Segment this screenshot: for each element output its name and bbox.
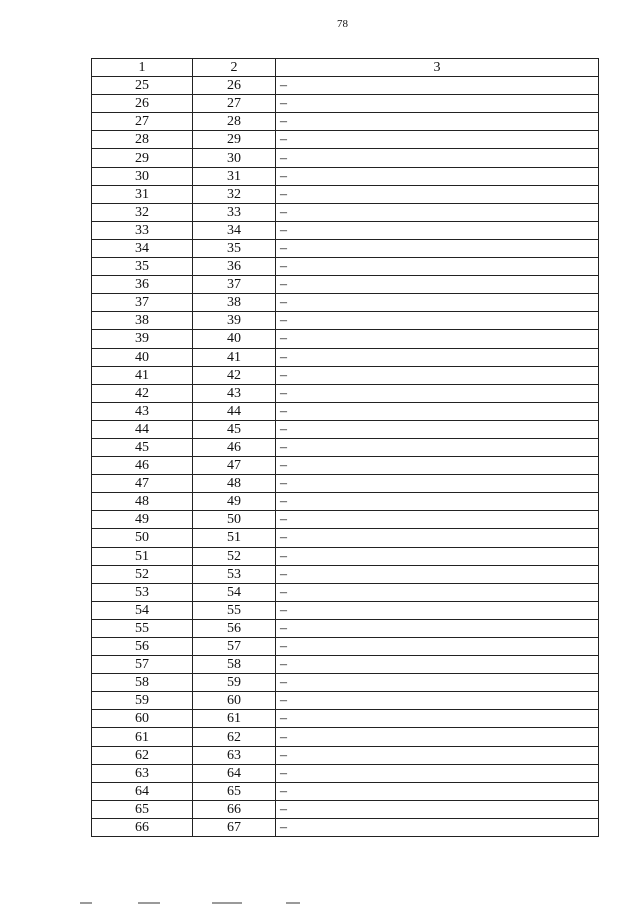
table-cell-col-1: 35 <box>92 258 193 276</box>
table-row <box>92 384 599 402</box>
table-cell-col-1: 66 <box>92 818 193 836</box>
table-cell-col-1: 29 <box>92 149 193 167</box>
table-cell-col-1: 63 <box>92 764 193 782</box>
table-cell-col-3: – <box>276 782 599 800</box>
table-cell-col-1: 49 <box>92 511 193 529</box>
table-row <box>92 728 599 746</box>
table-cell-col-3: – <box>276 457 599 475</box>
table-cell-col-3: – <box>276 185 599 203</box>
table-row <box>92 511 599 529</box>
table-cell-col-2: 28 <box>193 113 276 131</box>
table-cell-col-3: – <box>276 511 599 529</box>
table-cell-col-1: 34 <box>92 239 193 257</box>
table-cell-col-2: 34 <box>193 221 276 239</box>
table-row <box>92 800 599 818</box>
table-cell-col-3: – <box>276 818 599 836</box>
table-row <box>92 312 599 330</box>
table-cell-col-3: – <box>276 312 599 330</box>
table-cell-col-2: 37 <box>193 276 276 294</box>
table-row <box>92 113 599 131</box>
table-header-row <box>92 59 599 77</box>
table-row <box>92 402 599 420</box>
table-cell-col-2: 51 <box>193 529 276 547</box>
table-cell-col-3: – <box>276 95 599 113</box>
table-cell-col-2: 40 <box>193 330 276 348</box>
table-cell-col-1: 27 <box>92 113 193 131</box>
table-cell-col-1: 53 <box>92 583 193 601</box>
table-cell-col-1: 36 <box>92 276 193 294</box>
table-cell-col-2: 45 <box>193 420 276 438</box>
table-cell-col-3: – <box>276 493 599 511</box>
table-cell-col-1: 42 <box>92 384 193 402</box>
table-row <box>92 167 599 185</box>
table-cell-col-2: 67 <box>193 818 276 836</box>
table-cell-col-2: 64 <box>193 764 276 782</box>
data-table <box>91 58 599 837</box>
table-cell-col-3: – <box>276 438 599 456</box>
table-cell-col-2: 31 <box>193 167 276 185</box>
table-cell-col-2: 42 <box>193 366 276 384</box>
table-cell-col-2: 62 <box>193 728 276 746</box>
table-cell-col-3: – <box>276 149 599 167</box>
table-row <box>92 619 599 637</box>
table-cell-col-3: – <box>276 276 599 294</box>
table-cell-col-3: – <box>276 746 599 764</box>
table-cell-col-3: – <box>276 728 599 746</box>
table-row <box>92 475 599 493</box>
table-cell-col-2: 33 <box>193 203 276 221</box>
table-cell-col-3: – <box>276 420 599 438</box>
table-cell-col-3: – <box>276 221 599 239</box>
table-cell-col-3: – <box>276 203 599 221</box>
table-row <box>92 565 599 583</box>
table-cell-col-1: 43 <box>92 402 193 420</box>
table-cell-col-3: – <box>276 764 599 782</box>
table-cell-col-2: 61 <box>193 710 276 728</box>
table-cell-col-1: 44 <box>92 420 193 438</box>
table-row <box>92 366 599 384</box>
column-header-1: 1 <box>92 59 193 77</box>
table-row <box>92 149 599 167</box>
table-row <box>92 95 599 113</box>
table-cell-col-2: 47 <box>193 457 276 475</box>
table-cell-col-3: – <box>276 77 599 95</box>
table-row <box>92 692 599 710</box>
table-cell-col-2: 36 <box>193 258 276 276</box>
table-cell-col-1: 52 <box>92 565 193 583</box>
table-cell-col-2: 27 <box>193 95 276 113</box>
table-cell-col-2: 63 <box>193 746 276 764</box>
table-cell-col-2: 59 <box>193 674 276 692</box>
table-cell-col-1: 39 <box>92 330 193 348</box>
table-cell-col-1: 30 <box>92 167 193 185</box>
table-cell-col-1: 55 <box>92 619 193 637</box>
table-cell-col-3: – <box>276 565 599 583</box>
table-row <box>92 782 599 800</box>
table-row <box>92 203 599 221</box>
table-body <box>92 77 599 837</box>
table-cell-col-1: 32 <box>92 203 193 221</box>
table-cell-col-2: 35 <box>193 239 276 257</box>
table-row <box>92 348 599 366</box>
table-cell-col-2: 55 <box>193 601 276 619</box>
table-cell-col-2: 29 <box>193 131 276 149</box>
table-cell-col-3: – <box>276 800 599 818</box>
table-row <box>92 185 599 203</box>
table-cell-col-2: 26 <box>193 77 276 95</box>
table-cell-col-1: 58 <box>92 674 193 692</box>
table-cell-col-3: – <box>276 113 599 131</box>
table-row <box>92 239 599 257</box>
table-cell-col-2: 66 <box>193 800 276 818</box>
table-cell-col-1: 31 <box>92 185 193 203</box>
table-cell-col-1: 61 <box>92 728 193 746</box>
table-row <box>92 258 599 276</box>
table-row <box>92 601 599 619</box>
table-cell-col-3: – <box>276 348 599 366</box>
table-cell-col-3: – <box>276 619 599 637</box>
table-row <box>92 710 599 728</box>
table-cell-col-3: – <box>276 258 599 276</box>
table-cell-col-2: 57 <box>193 638 276 656</box>
table-cell-col-3: – <box>276 547 599 565</box>
table-row <box>92 221 599 239</box>
table-cell-col-3: – <box>276 601 599 619</box>
table-cell-col-1: 25 <box>92 77 193 95</box>
table-cell-col-2: 52 <box>193 547 276 565</box>
table-row <box>92 330 599 348</box>
table-row <box>92 529 599 547</box>
table-cell-col-2: 38 <box>193 294 276 312</box>
table-row <box>92 77 599 95</box>
table-row <box>92 457 599 475</box>
table-cell-col-1: 54 <box>92 601 193 619</box>
table-row <box>92 294 599 312</box>
table-cell-col-2: 49 <box>193 493 276 511</box>
page-number: 78 <box>337 18 348 30</box>
table-cell-col-3: – <box>276 674 599 692</box>
table-row <box>92 674 599 692</box>
table-row <box>92 656 599 674</box>
table-cell-col-3: – <box>276 402 599 420</box>
table-cell-col-1: 50 <box>92 529 193 547</box>
table-cell-col-2: 44 <box>193 402 276 420</box>
table-row <box>92 276 599 294</box>
footer-scan-marks <box>80 900 320 905</box>
table-cell-col-1: 47 <box>92 475 193 493</box>
table-cell-col-3: – <box>276 475 599 493</box>
table-row <box>92 764 599 782</box>
table-cell-col-1: 60 <box>92 710 193 728</box>
table-cell-col-2: 54 <box>193 583 276 601</box>
table-row <box>92 746 599 764</box>
table-cell-col-2: 58 <box>193 656 276 674</box>
table-cell-col-1: 38 <box>92 312 193 330</box>
table-row <box>92 493 599 511</box>
table-cell-col-1: 48 <box>92 493 193 511</box>
table-cell-col-1: 33 <box>92 221 193 239</box>
table-cell-col-2: 56 <box>193 619 276 637</box>
table-cell-col-3: – <box>276 167 599 185</box>
table-cell-col-3: – <box>276 692 599 710</box>
table-cell-col-1: 26 <box>92 95 193 113</box>
table-cell-col-1: 51 <box>92 547 193 565</box>
table-row <box>92 583 599 601</box>
table-cell-col-2: 39 <box>193 312 276 330</box>
table-cell-col-1: 56 <box>92 638 193 656</box>
table-cell-col-1: 65 <box>92 800 193 818</box>
table-cell-col-1: 37 <box>92 294 193 312</box>
table-row <box>92 131 599 149</box>
table-cell-col-1: 41 <box>92 366 193 384</box>
table-cell-col-3: – <box>276 131 599 149</box>
table-cell-col-2: 50 <box>193 511 276 529</box>
table-row <box>92 420 599 438</box>
table-cell-col-3: – <box>276 384 599 402</box>
table-cell-col-1: 62 <box>92 746 193 764</box>
table-row <box>92 818 599 836</box>
table-cell-col-1: 46 <box>92 457 193 475</box>
table-cell-col-2: 60 <box>193 692 276 710</box>
table-cell-col-3: – <box>276 294 599 312</box>
table-cell-col-1: 28 <box>92 131 193 149</box>
table-row <box>92 438 599 456</box>
table-cell-col-3: – <box>276 710 599 728</box>
table-cell-col-3: – <box>276 366 599 384</box>
table-cell-col-3: – <box>276 656 599 674</box>
table-row <box>92 638 599 656</box>
column-header-2: 2 <box>193 59 276 77</box>
table-row <box>92 547 599 565</box>
table-cell-col-1: 64 <box>92 782 193 800</box>
table-cell-col-3: – <box>276 529 599 547</box>
table-cell-col-2: 48 <box>193 475 276 493</box>
table-cell-col-1: 40 <box>92 348 193 366</box>
table-cell-col-2: 41 <box>193 348 276 366</box>
table-cell-col-2: 65 <box>193 782 276 800</box>
table-cell-col-1: 59 <box>92 692 193 710</box>
table-cell-col-1: 57 <box>92 656 193 674</box>
table-cell-col-3: – <box>276 330 599 348</box>
table-cell-col-2: 30 <box>193 149 276 167</box>
table-cell-col-3: – <box>276 638 599 656</box>
table-cell-col-2: 32 <box>193 185 276 203</box>
column-header-3: 3 <box>276 59 599 77</box>
table-cell-col-1: 45 <box>92 438 193 456</box>
table-cell-col-2: 53 <box>193 565 276 583</box>
table-cell-col-3: – <box>276 239 599 257</box>
table-cell-col-3: – <box>276 583 599 601</box>
table-cell-col-2: 46 <box>193 438 276 456</box>
table-cell-col-2: 43 <box>193 384 276 402</box>
